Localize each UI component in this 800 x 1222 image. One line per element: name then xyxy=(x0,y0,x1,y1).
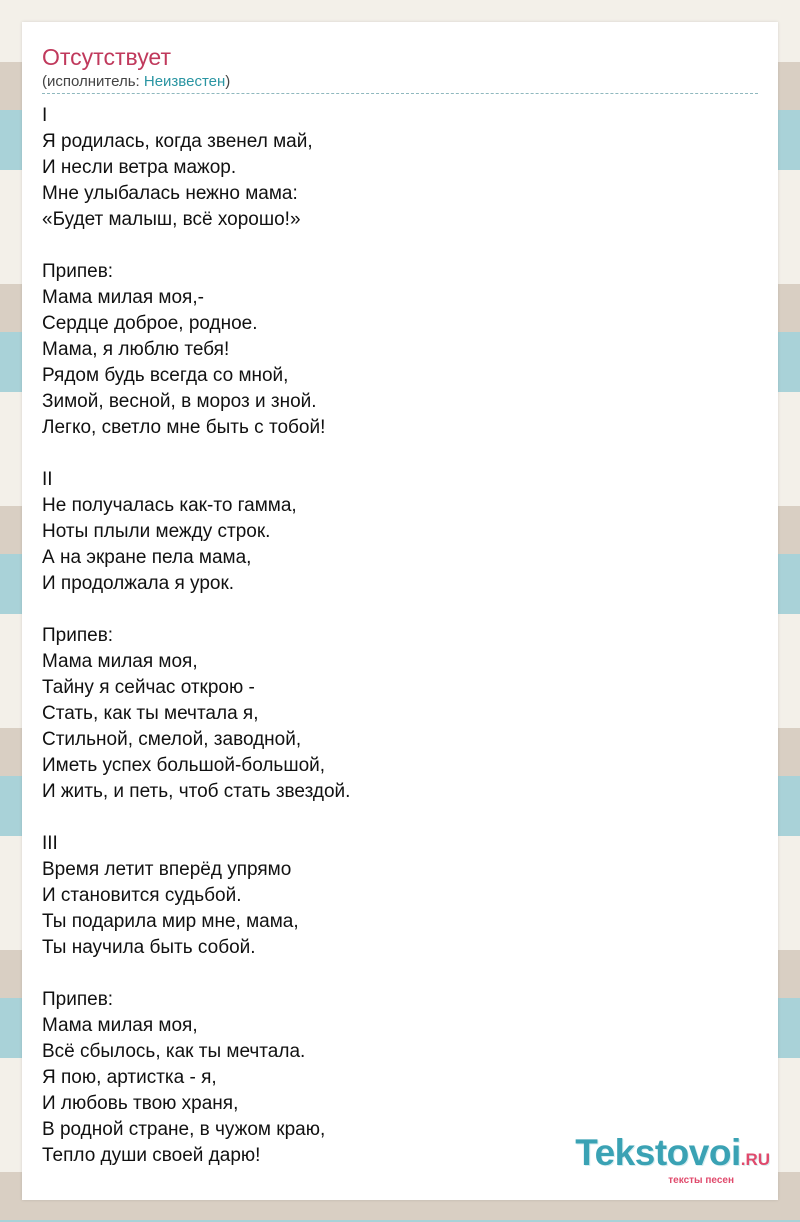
logo-tagline: тексты песен xyxy=(668,1175,734,1186)
stanza-gap xyxy=(42,597,350,623)
lyric-line: И жить, и петь, чтоб стать звездой. xyxy=(42,781,351,802)
lyric-line: Мама милая моя, xyxy=(42,651,198,672)
site-logo[interactable] xyxy=(575,1132,770,1186)
lyric-line: Легко, светло мне быть с тобой! xyxy=(42,417,326,438)
lyric-line: Мама милая моя, xyxy=(42,1015,198,1036)
stanza-gap xyxy=(42,441,350,467)
lyric-line: «Будет малыш, всё хорошо!» xyxy=(42,209,301,230)
logo-wordmark xyxy=(575,1132,770,1178)
lyric-line: II xyxy=(42,469,53,490)
lyric-line: В родной стране, в чужом краю, xyxy=(42,1119,326,1140)
stanza-gap xyxy=(42,961,350,987)
lyric-line: Припев: xyxy=(42,261,114,282)
lyric-line: И становится судьбой. xyxy=(42,885,242,906)
lyric-line: Мне улыбалась нежно мама: xyxy=(42,183,298,204)
artist-link[interactable]: Неизвестен xyxy=(143,73,226,90)
song-title: Отсутствует xyxy=(42,44,171,70)
lyric-line: Ноты плыли между строк. xyxy=(42,521,271,542)
dashed-divider xyxy=(42,93,758,94)
performer-line xyxy=(42,73,230,91)
lyric-line: И любовь твою храня, xyxy=(42,1093,239,1114)
lyric-line: Стать, как ты мечтала я, xyxy=(42,703,259,724)
logo-name: Tekstovoi xyxy=(575,1132,741,1173)
lyric-line: Ты подарила мир мне, мама, xyxy=(42,911,299,932)
lyric-line: Рядом будь всегда со мной, xyxy=(42,365,289,386)
lyric-line: Иметь успех большой-большой, xyxy=(42,755,326,776)
lyric-line: Не получалась как-то гамма, xyxy=(42,495,297,516)
lyric-line: И продолжала я урок. xyxy=(42,573,235,594)
lyric-line: Я пою, артистка - я, xyxy=(42,1067,217,1088)
logo-tld: .RU xyxy=(740,1150,770,1169)
lyric-line: Припев: xyxy=(42,625,114,646)
lyric-line: I xyxy=(42,105,48,126)
lyric-line: Ты научила быть собой. xyxy=(42,937,256,958)
lyric-line: III xyxy=(42,833,58,854)
lyric-line: Зимой, весной, в мороз и зной. xyxy=(42,391,317,412)
lyric-line: А на экране пела мама, xyxy=(42,547,252,568)
lyrics-card xyxy=(22,22,778,1200)
lyric-line: Всё сбылось, как ты мечтала. xyxy=(42,1041,306,1062)
lyric-line: Стильной, смелой, заводной, xyxy=(42,729,302,750)
lyric-line: Мама милая моя,- xyxy=(42,287,204,308)
stanza-gap xyxy=(42,805,350,831)
lyric-line: Припев: xyxy=(42,989,114,1010)
stanza-gap xyxy=(42,233,350,259)
lyric-line: Сердце доброе, родное. xyxy=(42,313,258,334)
lyric-line: Я родилась, когда звенел май, xyxy=(42,131,313,152)
lyric-line: Время летит вперёд упрямо xyxy=(42,859,292,880)
lyric-line: И несли ветра мажор. xyxy=(42,157,237,178)
lyric-line: Мама, я люблю тебя! xyxy=(42,339,230,360)
lyric-line: Тепло души своей дарю! xyxy=(42,1145,261,1166)
performer-prefix: (исполнитель: xyxy=(42,73,144,90)
lyric-line: Тайну я сейчас открою - xyxy=(42,677,255,698)
lyrics-text xyxy=(42,103,350,1169)
performer-suffix: ) xyxy=(225,73,231,90)
